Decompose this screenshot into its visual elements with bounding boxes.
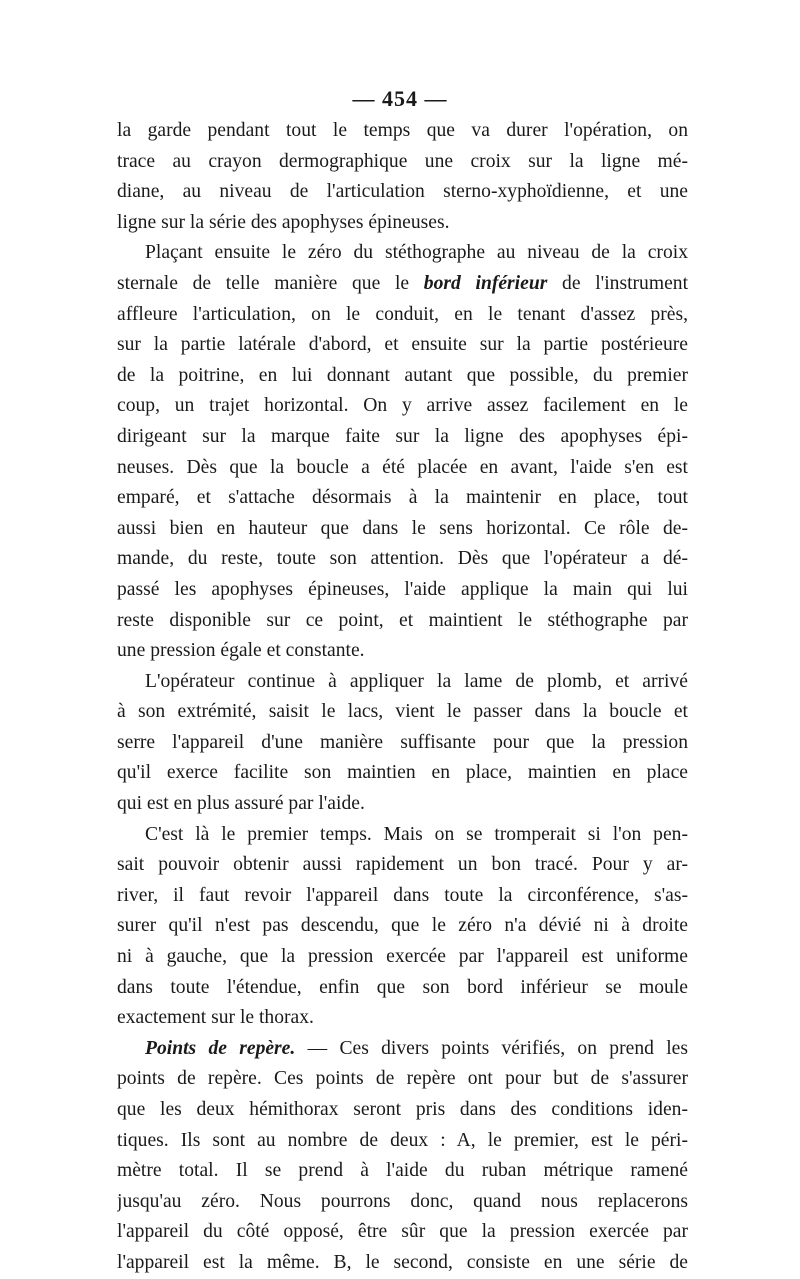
text-line: C'est là le premier temps. Mais on se tromperait si l'on pen- xyxy=(145,823,688,845)
text-line: exactement sur le thorax. xyxy=(117,1007,314,1029)
text-line: la garde pendant tout le temps que va durer l'opération, on xyxy=(117,120,688,141)
text-line: surer qu'il n'est pas descendu, que le zéro n'a dévié ni à droite xyxy=(117,915,688,937)
text-line: dirigeant sur la marque faite sur la ligne des apophyses épi- xyxy=(117,425,688,447)
page-number: — 454 — xyxy=(352,86,448,111)
text-line: aussi bien en hauteur que dans le sens horizontal. Ce rôle de- xyxy=(117,517,688,539)
text-line-with-italic xyxy=(117,269,688,300)
text-line: neuses. Dès que la boucle a été placée en avant, l'aide s'en est xyxy=(117,456,688,478)
text-line: coup, un trajet horizontal. On y arrive assez facilement en le xyxy=(117,395,688,417)
text-line: ni à gauche, que la pression exercée par l'appareil est uniforme xyxy=(117,946,688,968)
text-segment: sternale de telle manière que le xyxy=(117,272,424,294)
text-segment: — Ces divers points vérifiés, on prend les xyxy=(295,1037,688,1059)
text-line: reste disponible sur ce point, et maintient le stéthographe par xyxy=(117,609,688,631)
text-line: river, il faut revoir l'appareil dans toute la circonférence, s'as- xyxy=(117,884,688,906)
text-line: L'opérateur continue à appliquer la lame de plomb, et arrivé xyxy=(145,670,688,692)
text-line-with-italic xyxy=(117,1034,688,1065)
text-line: de la poitrine, en lui donnant autant que possible, du premier xyxy=(117,364,688,386)
text-line: mètre total. Il se prend à l'aide du ruban métrique ramené xyxy=(117,1160,688,1182)
text-line: points de repère. Ces points de repère ont pour but de s'assurer xyxy=(117,1068,688,1090)
text-line: affleure l'articulation, on le conduit, en le tenant d'assez près, xyxy=(117,303,688,325)
text-line: l'appareil est la même. B, le second, consiste en une série de xyxy=(117,1251,688,1273)
text-line: que les deux hémithorax seront pris dans des conditions iden- xyxy=(117,1099,688,1120)
text-segment: de l'instrument xyxy=(547,272,688,294)
text-line: dans toute l'étendue, enfin que son bord inférieur se moule xyxy=(117,976,688,998)
text-line: jusqu'au zéro. Nous pourrons donc, quand nous replacerons xyxy=(117,1190,688,1212)
text-line: sur la partie latérale d'abord, et ensuite sur la partie postérieure xyxy=(117,334,688,356)
text-line: ligne sur la série des apophyses épineuses. xyxy=(117,211,450,233)
text-line: l'appareil du côté opposé, être sûr que la pression exercée par xyxy=(117,1221,688,1243)
text-line: serre l'appareil d'une manière suffisante pour que la pression xyxy=(117,731,688,753)
text-line: trace au crayon dermographique une croix sur la ligne mé- xyxy=(117,150,688,172)
text-line: qu'il exerce facilite son maintien en place, maintien en place xyxy=(117,762,688,784)
text-line: qui est en plus assuré par l'aide. xyxy=(117,793,365,815)
text-line: à son extrémité, saisit le lacs, vient le passer dans la boucle et xyxy=(117,701,688,723)
italic-heading: Points de repère. xyxy=(145,1037,296,1059)
text-line: passé les apophyses épineuses, l'aide applique la main qui lui xyxy=(117,578,688,600)
text-line: emparé, et s'attache désormais à la maintenir en place, tout xyxy=(117,487,688,509)
italic-term: bord inférieur xyxy=(423,272,548,294)
text-line: sait pouvoir obtenir aussi rapidement un bon tracé. Pour y ar- xyxy=(117,854,688,876)
text-line: mande, du reste, toute son attention. Dès que l'opérateur a dé- xyxy=(117,548,688,570)
body-text xyxy=(117,116,688,1279)
text-line: diane, au niveau de l'articulation sterno-xyphoïdienne, et une xyxy=(117,181,688,203)
text-line: tiques. Ils sont au nombre de deux : A, le premier, est le péri- xyxy=(117,1129,688,1151)
text-line: une pression égale et constante. xyxy=(117,640,365,662)
text-line: Plaçant ensuite le zéro du stéthographe au niveau de la croix xyxy=(145,242,688,264)
